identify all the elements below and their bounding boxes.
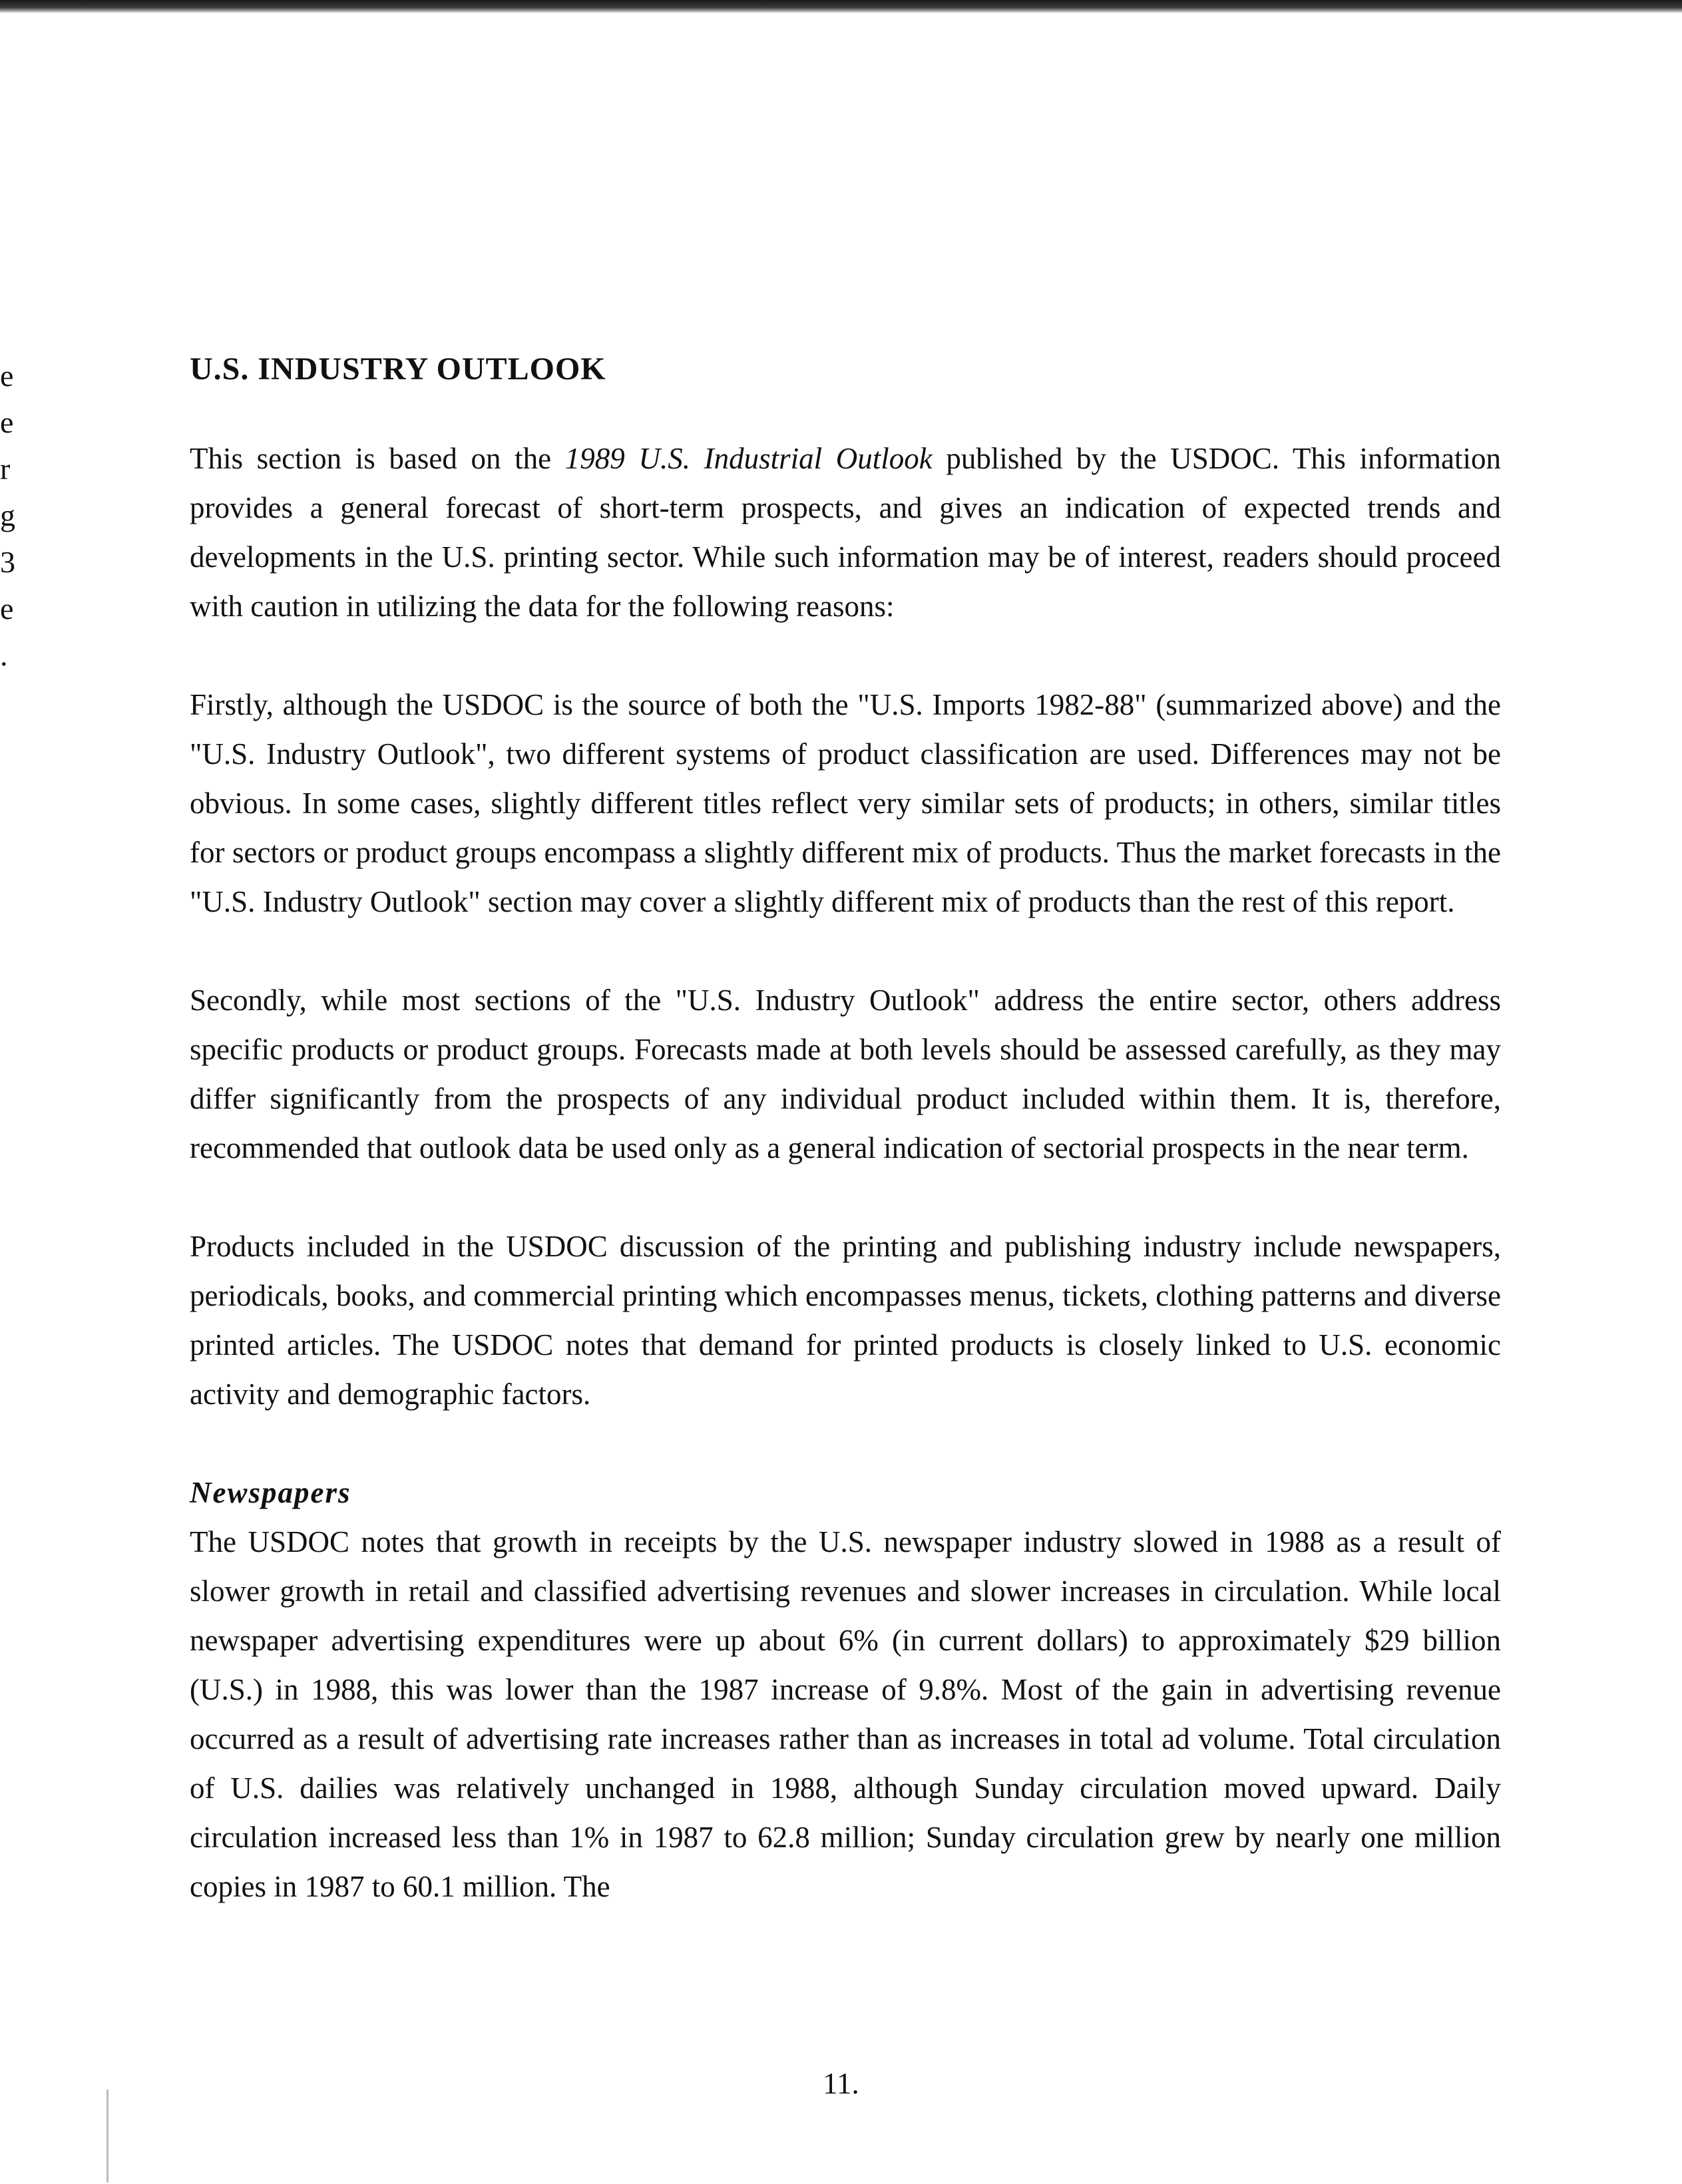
margin-fragment: . (0, 638, 8, 672)
margin-fragment: e (0, 359, 14, 393)
margin-fragment: e (0, 592, 14, 626)
page-number: 11. (823, 2067, 859, 2100)
firstly-paragraph: Firstly, although the USDOC is the source of both the "U.S. Imports 1982-88" (summarized above) and the "U.S. Industry Outlook", two different systems of product classification are used. Differences may not be obvious. In some cases, slightly different titles reflect very similar sets of products; in others, similar titles for sectors or product groups encompass a slightly different mix of products. Thus the market forecasts in the "U.S. Industry Outlook" section may cover a slightly different mix of products than the rest of this report. (190, 688, 1501, 918)
scan-top-edge (0, 0, 1682, 13)
intro-paragraph (190, 434, 1501, 631)
margin-fragment: g (0, 498, 15, 532)
secondly-paragraph: Secondly, while most sections of the "U.S. Industry Outlook" address the entire sector, others address specific products or product groups. Forecasts made at both levels should be assessed carefully, as they may differ significantly from the prospects of any individual product included within them. It is, therefore, recommended that outlook data be used only as a general indication of sectorial prospects in the near term. (190, 984, 1501, 1165)
products-paragraph: Products included in the USDOC discussion of the printing and publishing industry include newspapers, periodicals, books, and commercial printing which encompasses menus, tickets, clothing patterns and diverse printed articles. The USDOC notes that demand for printed products is closely linked to U.S. economic activity and demographic factors. (190, 1230, 1501, 1411)
margin-fragment: 3 (0, 545, 15, 579)
intro-text-after: published by the USDOC. This information provides a general forecast of short-term prospects, and gives an indication of expected trends and developments in the U.S. printing sector. While such information may be of interest, readers should proceed with caution in utilizing the data for the following reasons: (190, 442, 1501, 623)
margin-text-fragments (0, 353, 20, 679)
margin-fragment: e (0, 405, 14, 439)
newspapers-paragraph: The USDOC notes that growth in receipts by the U.S. newspaper industry slowed in 1988 as a result of slower growth in retail and classified advertising revenues and slower increases in circulation. While local newspaper advertising expenditures were up about 6% (in current dollars) to approximately $29 billion (U.S.) in 1988, this was lower than the 1987 increase of 9.8%. Most of the gain in advertising revenue occurred as a result of advertising rate increases rather than as increases in total ad volume. Total circulation of U.S. dailies was relatively unchanged in 1988, although Sunday circulation moved upward. Daily circulation increased less than 1% in 1987 to 62.8 million; Sunday circulation grew by nearly one million copies in 1987 to 60.1 million. The (190, 1525, 1501, 1903)
newspapers-subheading: Newspapers (190, 1476, 351, 1509)
publication-title: 1989 U.S. Industrial Outlook (564, 442, 933, 475)
intro-text-before: This section is based on the (190, 442, 565, 475)
section-title: U.S. INDUSTRY OUTLOOK (190, 351, 606, 387)
binding-mark (106, 2090, 108, 2183)
margin-fragment: r (0, 452, 11, 486)
document-page (190, 346, 1501, 1960)
